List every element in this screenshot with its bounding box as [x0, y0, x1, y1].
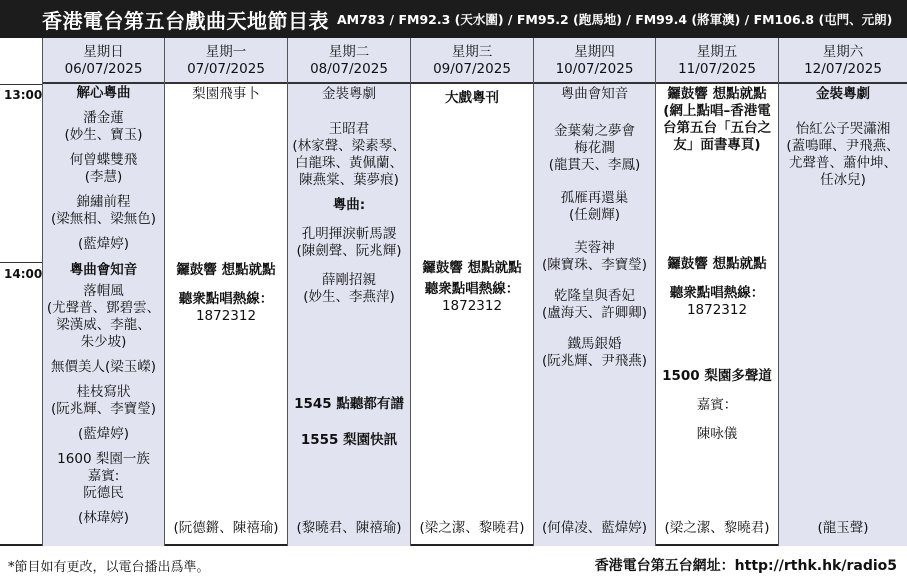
performers: (盧海天、許卿卿)	[541, 305, 648, 321]
program-title: 大戲粵刊	[445, 90, 499, 106]
program-title: 鑼鼓響 想點就點	[667, 86, 767, 102]
website-link[interactable]: 香港電台第五台網址：http://rthk.hk/radio5	[594, 558, 897, 574]
segment-title: 鑼鼓響 想點就點	[176, 262, 276, 278]
program-note: 友」面書專頁)	[673, 137, 761, 153]
guest-label: 嘉賓：	[696, 397, 738, 413]
program-note: 台第五台「五台之	[663, 120, 771, 136]
time-label-1400: 14:00	[4, 267, 43, 281]
section-label: 粵曲:	[332, 197, 366, 213]
hotline-label: 聽衆點唱熱線：	[178, 291, 274, 307]
day-column-sunday	[42, 38, 164, 546]
segment-title: 1555 梨園快訊	[300, 432, 398, 448]
time-rule	[0, 84, 42, 85]
performers: 任冰兒)	[820, 172, 866, 188]
song-title: 孔明揮淚斬馬謖	[301, 226, 397, 242]
performers: 白龍珠、黃佩蘭、	[295, 155, 403, 171]
time-column	[0, 38, 42, 546]
day-header	[165, 38, 287, 84]
song-title: 金葉菊之夢會	[554, 123, 635, 139]
day-column-monday	[164, 38, 287, 546]
segment-title: 1600 梨園一族	[57, 451, 150, 467]
song-title: 乾隆皇與香妃	[554, 288, 635, 304]
host-name: (藍煒婷)	[77, 236, 130, 252]
day-header	[779, 38, 907, 84]
song-title: 梅花澗	[574, 140, 615, 156]
song-title: 落帽風	[83, 283, 124, 299]
performers: (李慧)	[84, 169, 123, 185]
program-block	[658, 86, 776, 154]
song-title: 錦繡前程	[76, 194, 131, 210]
performers: 陳燕棠、葉夢痕)	[299, 172, 399, 188]
date-label: 06/07/2025	[64, 61, 143, 77]
program-block	[658, 368, 776, 443]
day-header	[43, 38, 164, 84]
performers: (妙生、李燕萍)	[303, 289, 395, 305]
day-column-saturday	[778, 38, 907, 546]
date-label: 10/07/2025	[555, 61, 634, 77]
program-block	[781, 86, 905, 189]
opera-title: 怡紅公子哭瀟湘	[795, 121, 891, 137]
day-column-wednesday	[410, 38, 533, 546]
performers: (尤聲普、鄧碧雲、	[46, 300, 161, 316]
song-title: 薛剛招親	[322, 272, 376, 288]
weekday-label: 星期日	[83, 44, 124, 60]
date-label: 07/07/2025	[187, 61, 265, 77]
performers: 朱少坡)	[80, 334, 127, 350]
weekday-label: 星期五	[696, 44, 738, 60]
program-title	[167, 86, 285, 103]
weekday-label: 星期三	[451, 44, 493, 60]
song-title: 鐵馬銀婚	[567, 336, 622, 352]
hotline-label: 聽衆點唱熱線：	[424, 281, 520, 297]
frequency-list: AM783 / FM92.3 (天水圍) / FM95.2 (跑馬地) / FM99.4 (將軍澳) / FM106.8 (屯門、元朗)	[337, 12, 893, 27]
program-block	[290, 86, 408, 306]
program-note: (網上點唱–香港電	[663, 103, 771, 119]
day-column-tuesday	[287, 38, 410, 546]
segment-title: 鑼鼓響 想點就點	[422, 260, 522, 276]
performers: (林家聲、梁素琴、	[292, 138, 406, 154]
segment-title: 1545 點聽都有譜	[294, 396, 404, 412]
performers: 梁漢威、李龍、	[56, 317, 151, 333]
guest-name: 阮德民	[83, 485, 124, 501]
hotline-number: 1872312	[441, 298, 503, 314]
hotline-label: 聽衆點唱熱線：	[669, 285, 765, 301]
guest-label: 嘉賓:	[87, 468, 120, 484]
performers: (梁無相、梁無色)	[50, 211, 157, 227]
program-title: 金裝粵劇	[322, 86, 376, 102]
host-name: (林瑋婷)	[77, 510, 130, 526]
footer-note: *節目如有更改，以電台播出爲準。	[8, 559, 210, 575]
performers: (陳劍聲、阮兆輝)	[296, 243, 402, 259]
performers: (妙生、寶玉)	[64, 127, 143, 143]
performers: (龍貫天、李鳳)	[548, 157, 641, 173]
time-rule	[0, 262, 42, 263]
date-label: 08/07/2025	[310, 61, 388, 77]
performers: 尤聲普、蕭仲坤、	[789, 155, 897, 171]
time-label-1300: 13:00	[4, 88, 43, 102]
day-header	[411, 38, 533, 84]
date-label: 11/07/2025	[678, 61, 756, 77]
program-block	[45, 262, 162, 527]
program-title-text: 梨園飛事卜	[192, 86, 260, 102]
day-header	[656, 38, 778, 84]
performers: (任劍輝)	[568, 207, 621, 223]
program-title: 粵曲會知音	[560, 86, 629, 102]
program-block	[413, 260, 531, 315]
guest-name: 陳咏儀	[696, 426, 738, 442]
day-header	[288, 38, 410, 84]
day-header	[534, 38, 655, 84]
host-name: (何偉凌、藍煒婷)	[541, 520, 648, 536]
performers: (蓋鳴暉、尹飛燕、	[786, 138, 900, 154]
weekday-label: 星期四	[574, 44, 615, 60]
hotline-number: 1872312	[686, 302, 748, 318]
performers: (阮兆輝、李寶瑩)	[50, 401, 157, 417]
weekday-label: 星期二	[328, 44, 370, 60]
date-label: 09/07/2025	[433, 61, 511, 77]
day-column-thursday	[533, 38, 655, 546]
weekday-label: 星期六	[822, 44, 864, 60]
song-title: 芙蓉神	[574, 240, 615, 256]
host-name: (藍煒婷)	[77, 426, 130, 442]
song-title: 孤雁再還巢	[560, 190, 629, 206]
program-block	[658, 256, 776, 319]
footer	[0, 548, 907, 582]
program-title: 粵曲會知音	[69, 262, 138, 278]
page-title: 香港電台第五台戲曲天地節目表	[42, 8, 329, 33]
host-name: (龍玉聲)	[817, 520, 869, 536]
weekday-label: 星期一	[205, 44, 247, 60]
hotline-number: 1872312	[195, 308, 257, 324]
title-bar	[0, 0, 907, 38]
segment-title: 1500 梨園多聲道	[662, 368, 772, 384]
performers: (陳寶珠、李寶瑩)	[541, 257, 648, 273]
host-name: (阮德鏘、陳禧瑜)	[173, 520, 279, 536]
program-title: 解心粵曲	[76, 85, 131, 101]
program-block	[167, 262, 285, 325]
song-title: 潘金蓮	[83, 110, 124, 126]
performers: (阮兆輝、尹飛燕)	[541, 353, 648, 369]
host-name: (梁之潔、黎曉君)	[419, 520, 525, 536]
host-name: (梁之潔、黎曉君)	[664, 520, 770, 536]
song-title: 無價美人(梁玉嶸)	[50, 359, 157, 375]
segment-title: 鑼鼓響 想點就點	[667, 256, 767, 272]
song-title: 桂枝寫狀	[76, 384, 131, 400]
day-column-friday	[655, 38, 778, 546]
song-title: 何曾蝶雙飛	[69, 152, 138, 168]
program-block	[536, 86, 653, 370]
host-name: (黎曉君、陳禧瑜)	[296, 520, 402, 536]
schedule-grid	[0, 38, 907, 546]
date-label: 12/07/2025	[804, 61, 882, 77]
program-title: 金裝粵劇	[816, 86, 870, 102]
program-block	[45, 85, 162, 253]
opera-title: 王昭君	[328, 121, 370, 137]
